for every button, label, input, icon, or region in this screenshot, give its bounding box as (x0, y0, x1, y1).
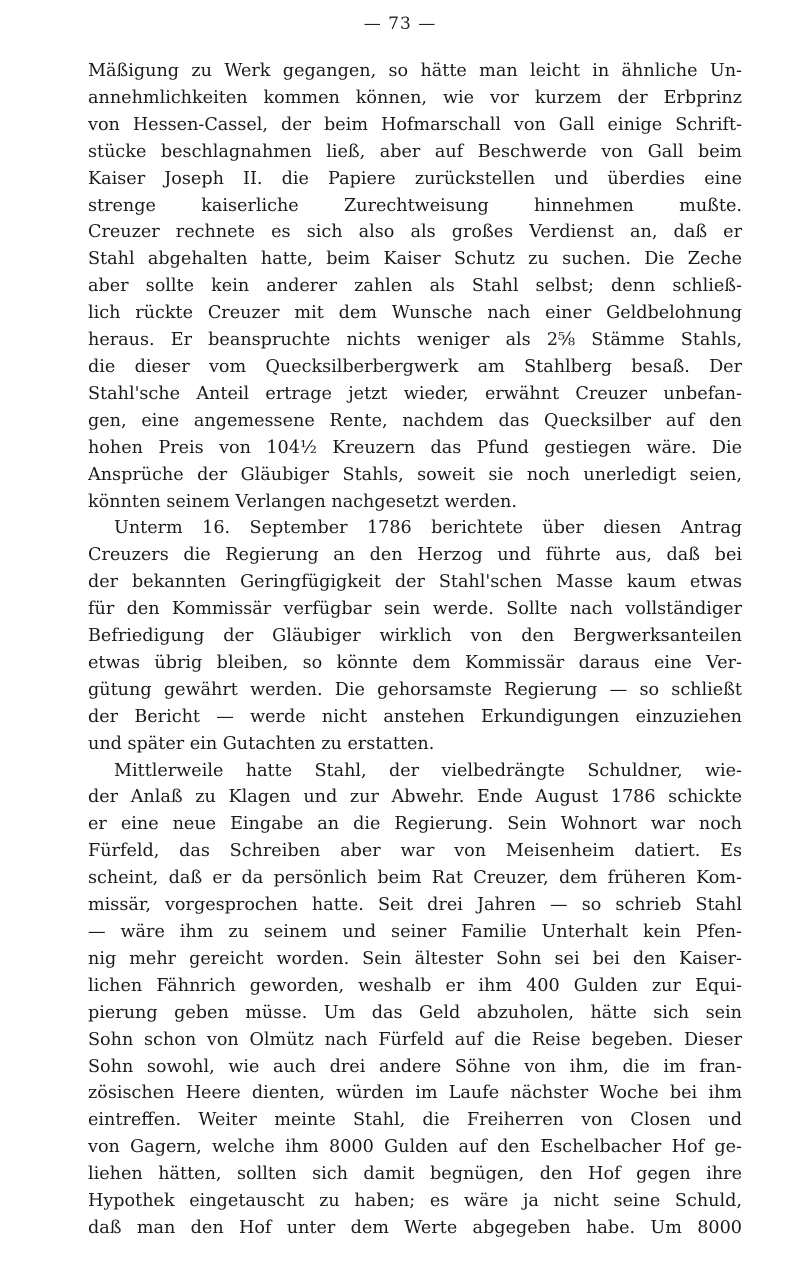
text-line: der Anlaß zu Klagen und zur Abwehr. Ende August 1786 schickte (88, 787, 742, 808)
text-line: der bekannten Geringfügigkeit der Stahl'schen Masse kaum etwas (88, 572, 742, 593)
text-line: Stahl abgehalten hatte, beim Kaiser Schutz zu suchen. Die Zeche (88, 249, 742, 270)
text-line: Sohn schon von Olmütz nach Fürfeld auf die Reise begeben. Dieser (88, 1029, 742, 1050)
text-line: stücke beschlagnahmen ließ, aber auf Beschwerde von Gall beim (88, 141, 742, 162)
text-line: für den Kommissär verfügbar sein werde. Sollte nach vollständiger (88, 599, 742, 620)
text-line: missär, vorgesprochen hatte. Seit drei Jahren — so schrieb Stahl (88, 895, 742, 916)
text-line: liehen hätten, sollten sich damit begnügen, den Hof gegen ihre (88, 1164, 742, 1185)
paragraph (88, 515, 742, 757)
text-line: gütung gewährt werden. Die gehorsamste Regierung — so schließt (88, 679, 742, 700)
text-line: er eine neue Eingabe an die Regierung. Sein Wohnort war noch (88, 814, 742, 835)
text-line: aber sollte kein anderer zahlen als Stahl selbst; denn schließ- (88, 276, 742, 297)
text-line: zösischen Heere dienten, würden im Laufe nächster Woche bei ihm (88, 1083, 742, 1104)
text-line: annehmlichkeiten kommen können, wie vor kurzem der Erbprinz (88, 87, 742, 108)
body-text (88, 58, 742, 1242)
text-line: gen, eine angemessene Rente, nachdem das Quecksilber auf den (88, 410, 742, 431)
text-line: könnten seinem Verlangen nachgesetzt werden. (88, 491, 517, 512)
text-line: Mittlerweile hatte Stahl, der vielbedrängte Schuldner, wie- (114, 760, 742, 781)
text-line: von Hessen-Cassel, der beim Hofmarschall von Gall einige Schrift- (88, 114, 742, 135)
text-line: Creuzer rechnete es sich also als großes Verdienst an, daß er (88, 222, 742, 243)
text-line: lich rückte Creuzer mit dem Wunsche nach einer Geldbelohnung (88, 303, 742, 324)
text-line: scheint, daß er da persönlich beim Rat Creuzer, dem früheren Kom- (88, 868, 742, 889)
text-line: Befriedigung der Gläubiger wirklich von den Bergwerksanteilen (88, 626, 742, 647)
text-line: der Bericht — werde nicht anstehen Erkundigungen einzuziehen (88, 706, 742, 727)
text-line: — wäre ihm zu seinem und seiner Familie Unterhalt kein Pfen- (88, 922, 742, 942)
text-line: eintreffen. Weiter meinte Stahl, die Freiherren von Closen und (88, 1110, 742, 1131)
text-line: lichen Fähnrich geworden, weshalb er ihm 400 Gulden zur Equi- (88, 975, 742, 996)
text-line: Stahl'sche Anteil ertrage jetzt wieder, erwähnt Creuzer unbefan- (88, 383, 742, 404)
page-number: — 73 — (363, 14, 437, 34)
text-line: Creuzers die Regierung an den Herzog und führte aus, daß bei (88, 545, 742, 566)
text-line: hohen Preis von 104½ Kreuzern das Pfund gestiegen wäre. Die (88, 437, 742, 458)
text-line: Unterm 16. September 1786 berichtete über diesen Antrag (114, 518, 742, 539)
text-line: heraus. Er beanspruchte nichts weniger als 2⅝ Stämme Stahls, (88, 330, 742, 351)
text-line: Kaiser Joseph II. die Papiere zurückstellen und überdies eine (88, 168, 742, 189)
paragraph (88, 58, 742, 515)
text-line: Hypothek eingetauscht zu haben; es wäre ja nicht seine Schuld, (88, 1191, 742, 1212)
text-line: von Gagern, welche ihm 8000 Gulden auf den Eschelbacher Hof ge- (88, 1137, 742, 1158)
text-line: daß man den Hof unter dem Werte abgegeben habe. Um 8000 (88, 1217, 742, 1238)
text-line: Ansprüche der Gläubiger Stahls, soweit sie noch unerledigt seien, (88, 464, 742, 485)
paragraph (88, 758, 742, 1242)
text-line: die dieser vom Quecksilberbergwerk am Stahlberg besaß. Der (88, 356, 742, 377)
text-line: Fürfeld, das Schreiben aber war von Meisenheim datiert. Es (88, 841, 742, 862)
text-line: Sohn sowohl, wie auch drei andere Söhne von ihm, die im fran- (88, 1056, 742, 1077)
text-line: strenge kaiserliche Zurechtweisung hinnehmen mußte. (88, 195, 742, 216)
text-line: Mäßigung zu Werk gegangen, so hätte man leicht in ähnliche Un- (88, 61, 742, 81)
text-line: und später ein Gutachten zu erstatten. (88, 733, 435, 754)
text-line: nig mehr gereicht worden. Sein ältester Sohn sei bei den Kaiser- (88, 948, 742, 969)
text-line: etwas übrig bleiben, so könnte dem Kommissär daraus eine Ver- (88, 652, 742, 673)
text-line: pierung geben müsse. Um das Geld abzuholen, hätte sich sein (88, 1002, 742, 1023)
